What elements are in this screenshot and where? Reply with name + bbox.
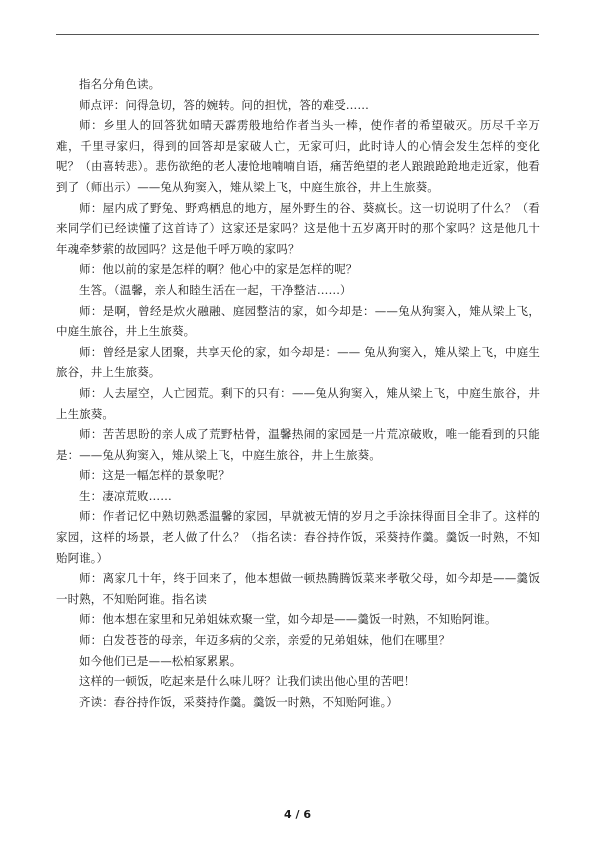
paragraph: 师：曾经是家人团聚，共享天伦的家，如今却是：—— 兔从狗窦入，雉从梁上飞，中庭生旅谷，井上生旅葵。 <box>56 344 540 380</box>
paragraph: 师：是啊，曾经是炊火融融、庭园整洁的家，如今却是：——兔从狗窦入，雉从梁上飞，中庭生旅谷，井上生旅葵。 <box>56 303 540 339</box>
paragraph: 师：离家几十年，终于回来了，他本想做一顿热腾腾饭菜来孝敬父母，如今却是——羹饭一时熟，不知贻阿谁。指名读 <box>56 571 540 606</box>
paragraph: 师点评：问得急切，答的婉转。问的担忧，答的难受…… <box>79 97 369 112</box>
paragraph: 师：乡里人的回答犹如晴天霹雳般地给作者当头一棒，使作者的希望破灭。历尽千辛万难，千里寻家归，得到的回答却是家破人亡，无家可归，此时诗人的心情会发生怎样的变化呢？（由喜转悲）。悲伤欲绝的老人凄怆地喃喃自语，痛苦绝望的老人踉踉跄跄地走近家，他看到了（师出示）——兔从狗窦入，雉从梁上飞，中庭生旅谷，井上生旅葵。 <box>56 118 540 194</box>
paragraph: 齐读：舂谷持作饭，采葵持作羹。羹饭一时熟，不知贻阿谁。） <box>79 694 399 709</box>
paragraph: 师：人去屋空，人亡园荒。剩下的只有：——兔从狗窦入，雉从梁上飞，中庭生旅谷，井上生旅葵。 <box>56 385 540 421</box>
paragraph: 生：凄凉荒败…… <box>79 488 172 503</box>
paragraph: 师：白发苍苍的母亲，年迈多病的父亲，亲爱的兄弟姐妹，他们在哪里？ <box>79 633 451 648</box>
document-body <box>56 74 540 712</box>
paragraph: 指名分角色读。 <box>79 77 161 91</box>
header-rule <box>56 34 539 35</box>
paragraph: 生答。（温馨，亲人和睦生活在一起，干净整洁……） <box>79 282 352 297</box>
paragraph: 这样的一顿饭，吃起来是什么味儿呀？让我们读出他心里的苦吧！ <box>79 674 416 689</box>
paragraph: 师：这是一幅怎样的景象呢？ <box>79 468 230 483</box>
paragraph: 师：他以前的家是怎样的啊？他心中的家是怎样的呢？ <box>79 262 358 277</box>
paragraph: 师：作者记忆中熟切熟悉温馨的家园，早就被无情的岁月之手涂抹得面目全非了。这样的家园，这样的场景，老人做了什么？（指名读：舂谷持作饭，采葵持作羹。羹饭一时熟，不知贻阿谁。） <box>56 509 540 565</box>
paragraph: 如今他们已是——松柏冢累累。 <box>79 653 242 668</box>
page-number: 4 / 6 <box>284 808 311 821</box>
paragraph: 师：苦苦思盼的亲人成了荒野枯骨，温馨热闹的家园是一片荒凉破败，唯一能看到的只能是：——兔从狗窦入，雉从梁上飞，中庭生旅谷，井上生旅葵。 <box>56 427 540 462</box>
paragraph: 师：他本想在家里和兄弟姐妹欢聚一堂，如今却是——羹饭一时熟，不知贻阿谁。 <box>79 612 497 627</box>
paragraph: 师：屋内成了野兔、野鸡栖息的地方，屋外野生的谷、葵疯长。这一切说明了什么？（看来同学们已经读懂了这首诗了）这家还是家吗？这是他十五岁离开时的那个家吗？这是他几十年魂牵梦萦的故园吗？这是他千呼万唤的家吗？ <box>56 200 540 256</box>
